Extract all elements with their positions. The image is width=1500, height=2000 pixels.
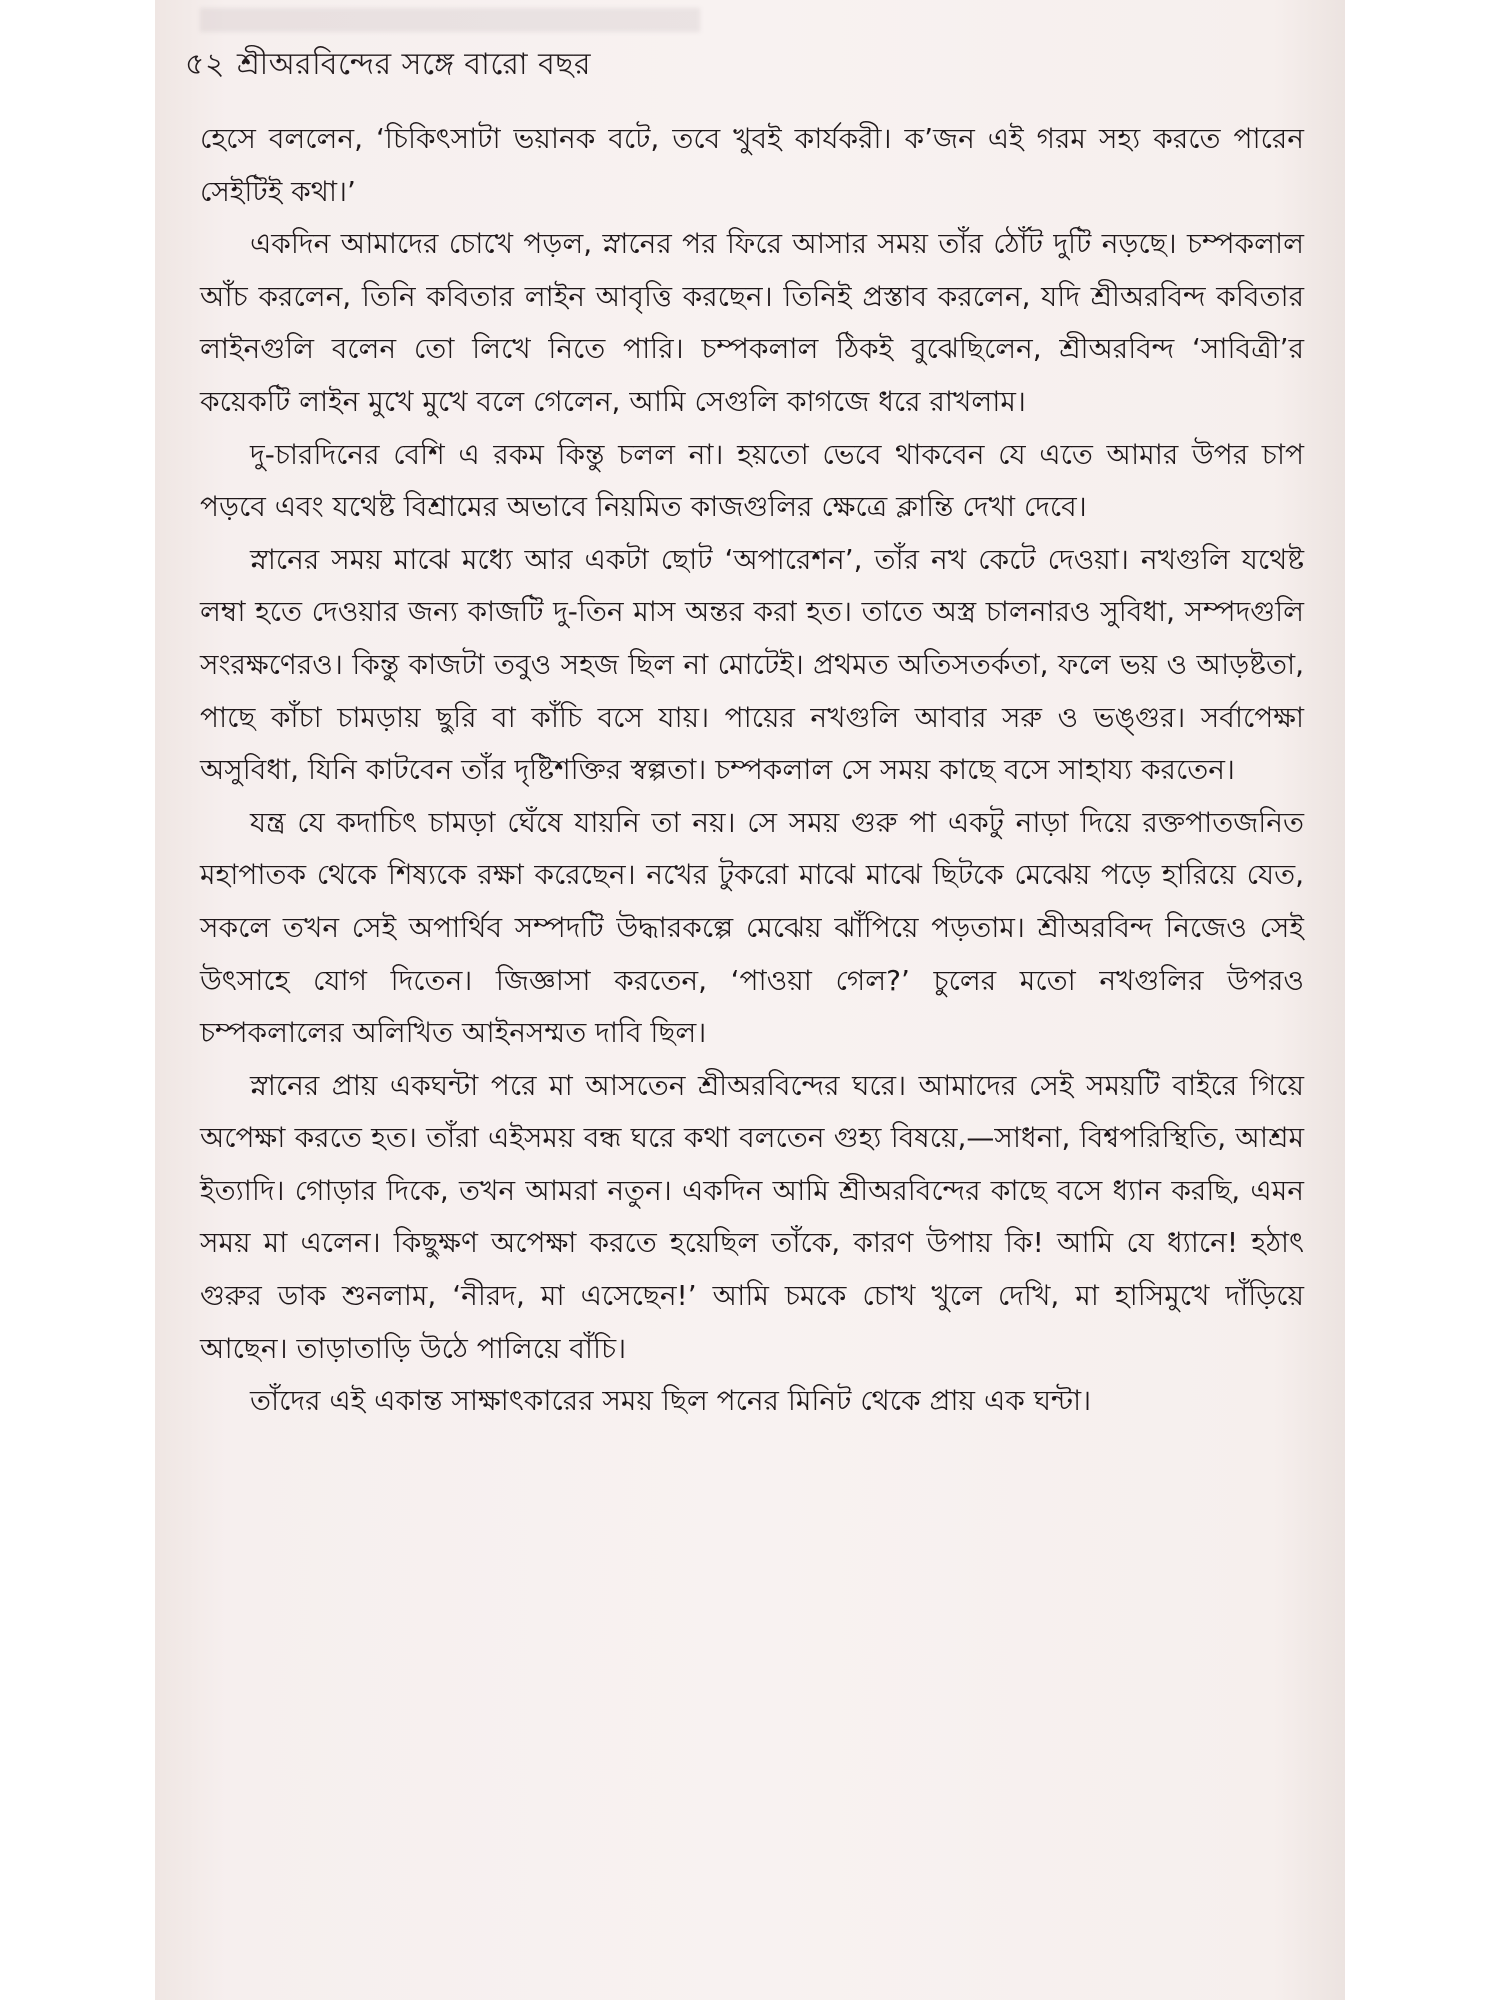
paragraph: তাঁদের এই একান্ত সাক্ষাৎকারের সময় ছিল পনের মিনিট থেকে প্রায় এক ঘন্টা।: [250, 1384, 1092, 1418]
paragraph: দু-চারদিনের বেশি এ রকম কিন্তু চলল না। হয়তো ভেবে থাকবেন যে এতে আমার উপর চাপ পড়বে এবং যথেষ্ট বিশ্রামের অভাবে নিয়মিত কাজগুলির ক্ষেত্রে ক্লান্তি দেখা দেবে।: [200, 437, 1304, 524]
paragraph: হেসে বললেন, ‘চিকিৎসাটা ভয়ানক বটে, তবে খুবই কার্যকরী। ক’জন এই গরম সহ্য করতে পারেন সেইটিই কথা।’: [200, 122, 1304, 208]
paragraph: একদিন আমাদের চোখে পড়ল, স্নানের পর ফিরে আসার সময় তাঁর ঠোঁট দুটি নড়ছে। চম্পকলাল আঁচ করলেন, তিনি কবিতার লাইন আবৃত্তি করছেন। তিনিই প্রস্তাব করলেন, যদি শ্রীঅরবিন্দ কবিতার লাইনগুলি বলেন তো লিখে নিতে পারি। চম্পকলাল ঠিকই বুঝেছিলেন, শ্রীঅরবিন্দ ‘সাবিত্রী’র কয়েকটি লাইন মুখে মুখে বলে গেলেন, আমি সেগুলি কাগজে ধরে রাখলাম।: [200, 227, 1304, 418]
running-header: [185, 40, 591, 91]
show-through-shadow: [200, 8, 700, 32]
paragraph: স্নানের সময় মাঝে মধ্যে আর একটা ছোট ‘অপারেশন’, তাঁর নখ কেটে দেওয়া। নখগুলি যথেষ্ট লম্বা হতে দেওয়ার জন্য কাজটি দু-তিন মাস অন্তর করা হত। তাতে অস্ত্র চালনারও সুবিধা, সম্পদগুলি সংরক্ষণেরও। কিন্তু কাজটা তবুও সহজ ছিল না মোটেই। প্রথমত অতিসতর্কতা, ফলে ভয় ও আড়ষ্টতা, পাছে কাঁচা চামড়ায় ছুরি বা কাঁচি বসে যায়। পায়ের নখগুলি আবার সরু ও ভঙ্গুর। সর্বাপেক্ষা অসুবিধা, যিনি কাটবেন তাঁর দৃষ্টিশক্তির স্বল্পতা। চম্পকলাল সে সময় কাছে বসে সাহায্য করতেন।: [200, 542, 1304, 787]
page-number: ৫২: [185, 47, 225, 82]
body-text: [200, 113, 1304, 1428]
book-title: শ্রীঅরবিন্দের সঙ্গে বারো বছর: [236, 47, 591, 82]
paragraph: যন্ত্র যে কদাচিৎ চামড়া ঘেঁষে যায়নি তা নয়। সে সময় গুরু পা একটু নাড়া দিয়ে রক্তপাতজনিত মহাপাতক থেকে শিষ্যকে রক্ষা করেছেন। নখের টুকরো মাঝে মাঝে ছিটকে মেঝেয় পড়ে হারিয়ে যেত, সকলে তখন সেই অপার্থিব সম্পদটি উদ্ধারকল্পে মেঝেয় ঝাঁপিয়ে পড়তাম। শ্রীঅরবিন্দ নিজেও সেই উৎসাহে যোগ দিতেন। জিজ্ঞাসা করতেন, ‘পাওয়া গেল?’ চুলের মতো নখগুলির উপরও চম্পকলালের অলিখিত আইনসম্মত দাবি ছিল।: [200, 805, 1304, 1050]
paragraph: স্নানের প্রায় একঘন্টা পরে মা আসতেন শ্রীঅরবিন্দের ঘরে। আমাদের সেই সময়টি বাইরে গিয়ে অপেক্ষা করতে হত। তাঁরা এইসময় বন্ধ ঘরে কথা বলতেন গুহ্য বিষয়ে,—সাধনা, বিশ্বপরিস্থিতি, আশ্রম ইত্যাদি। গোড়ার দিকে, তখন আমরা নতুন। একদিন আমি শ্রীঅরবিন্দের কাছে বসে ধ্যান করছি, এমন সময় মা এলেন। কিছুক্ষণ অপেক্ষা করতে হয়েছিল তাঁকে, কারণ উপায় কি! আমি যে ধ্যানে! হঠাৎ গুরুর ডাক শুনলাম, ‘নীরদ, মা এসেছেন!’ আমি চমকে চোখ খুলে দেখি, মা হাসিমুখে দাঁড়িয়ে আছেন। তাড়াতাড়ি উঠে পালিয়ে বাঁচি।: [200, 1068, 1304, 1365]
